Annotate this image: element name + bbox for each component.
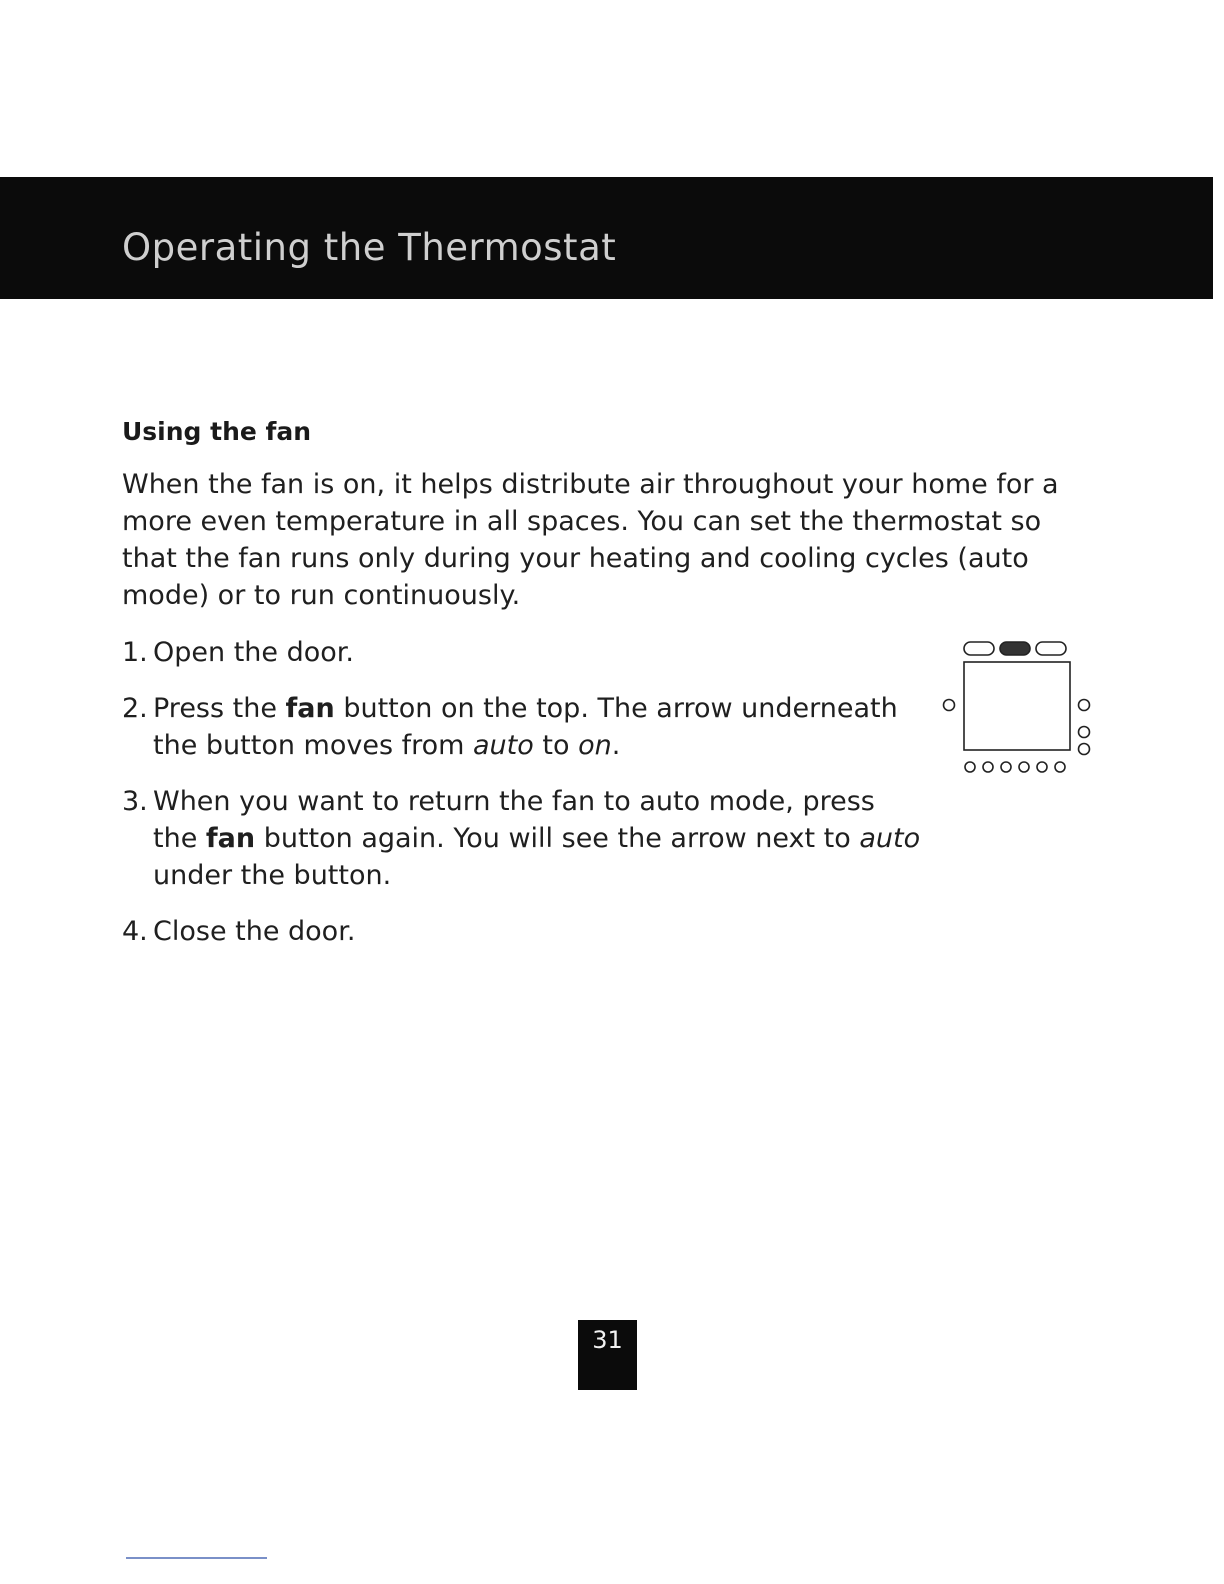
- step-3: [122, 783, 942, 894]
- step-text-line: [153, 727, 942, 764]
- intro-line: more even temperature in all spaces. You can set the thermostat so: [122, 506, 1042, 537]
- auto-term: auto: [859, 823, 921, 854]
- step-text-line: [153, 690, 942, 727]
- text-run: .: [611, 730, 621, 761]
- fan-keyword: fan: [285, 693, 335, 724]
- step-2: [122, 690, 942, 764]
- display-screen-icon: [964, 662, 1070, 750]
- page-number: 31: [592, 1326, 623, 1354]
- bottom-button-icon: [1019, 762, 1029, 772]
- intro-line: When the fan is on, it helps distribute air throughout your home for a: [122, 469, 1059, 500]
- right-button-icon: [1079, 700, 1090, 711]
- page-number-box: [578, 1320, 637, 1390]
- step-1: [122, 634, 942, 671]
- step-number: 2.: [122, 693, 148, 724]
- auto-term: auto: [473, 730, 534, 761]
- step-text: Close the door.: [153, 916, 356, 947]
- step-text-line: When you want to return the fan to auto mode, press: [153, 786, 875, 817]
- steps-list: [122, 634, 942, 969]
- text-run: button on the top. The arrow underneath: [334, 693, 898, 724]
- bottom-button-icon: [965, 762, 975, 772]
- text-run: the: [153, 823, 206, 854]
- bottom-button-icon: [983, 762, 993, 772]
- on-term: on: [578, 730, 612, 761]
- intro-paragraph: [122, 466, 1122, 614]
- header-banner: [0, 177, 1213, 299]
- step-text-line: [153, 820, 942, 857]
- footer-divider: [126, 1557, 267, 1559]
- step-text-line: under the button.: [153, 860, 392, 891]
- bottom-button-icon: [1001, 762, 1011, 772]
- step-4: [122, 913, 942, 950]
- step-number: 4.: [122, 916, 148, 947]
- intro-line: mode) or to run continuously.: [122, 580, 521, 611]
- step-text: Open the door.: [153, 637, 354, 668]
- fan-keyword: fan: [205, 823, 256, 854]
- step-number: 3.: [122, 786, 148, 817]
- fan-button-highlighted-icon: [1000, 642, 1030, 655]
- text-run: to: [533, 730, 579, 761]
- section-heading: Using the fan: [122, 417, 312, 446]
- right-button-icon: [1079, 744, 1090, 755]
- right-button-icon: [1079, 727, 1090, 738]
- top-button-left-icon: [964, 642, 994, 655]
- text-run: the button moves from: [153, 730, 474, 761]
- top-button-right-icon: [1036, 642, 1066, 655]
- page-title: Operating the Thermostat: [122, 226, 617, 269]
- text-run: Press the: [153, 693, 286, 724]
- left-button-icon: [944, 700, 955, 711]
- bottom-button-icon: [1055, 762, 1065, 772]
- step-number: 1.: [122, 637, 148, 668]
- text-run: button again. You will see the arrow next to: [255, 823, 860, 854]
- intro-line: that the fan runs only during your heating and cooling cycles (auto: [122, 543, 1029, 574]
- bottom-button-icon: [1037, 762, 1047, 772]
- thermostat-diagram-icon: [936, 632, 1101, 782]
